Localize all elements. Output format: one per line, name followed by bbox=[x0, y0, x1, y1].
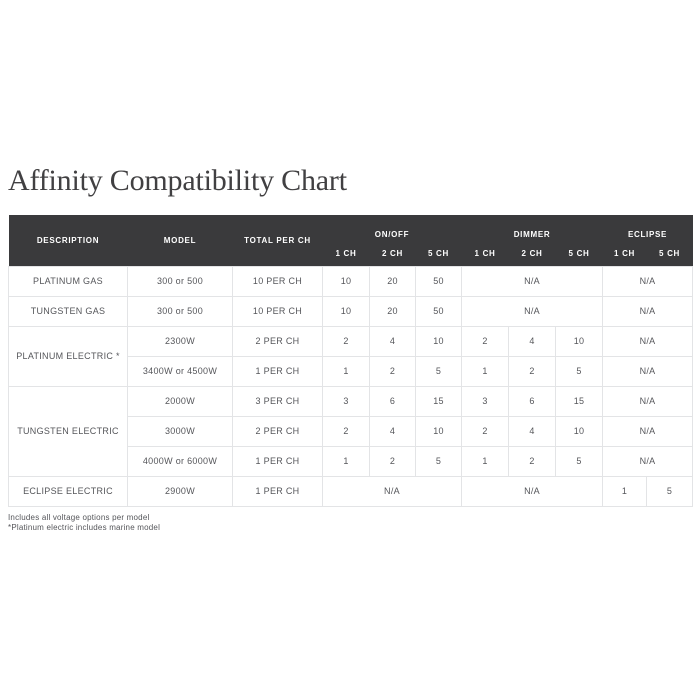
cell-eclipse-na: N/A bbox=[603, 266, 693, 296]
header-cell-total-per-ch: TOTAL PER CH bbox=[233, 215, 323, 266]
header-group-row bbox=[9, 215, 693, 241]
cell-model: 4000W or 6000W bbox=[128, 446, 233, 476]
table-row-tungsten-electric-2000w bbox=[9, 386, 693, 416]
cell-onoff-2ch: 20 bbox=[370, 266, 416, 296]
cell-onoff-1ch: 3 bbox=[323, 386, 370, 416]
cell-description: PLATINUM GAS bbox=[9, 266, 128, 296]
cell-eclipse-1ch: 1 bbox=[603, 476, 647, 506]
cell-dimmer-2ch: 6 bbox=[509, 386, 556, 416]
header-cell-dimmer-5ch: 5 CH bbox=[556, 241, 603, 266]
cell-dimmer-2ch: 4 bbox=[509, 416, 556, 446]
cell-model: 2000W bbox=[128, 386, 233, 416]
cell-model: 3400W or 4500W bbox=[128, 356, 233, 386]
table-row-platinum-electric-2300w bbox=[9, 326, 693, 356]
footnote-platinum-marine: *Platinum electric includes marine model bbox=[8, 523, 161, 532]
compatibility-table bbox=[8, 215, 692, 507]
cell-model: 300 or 500 bbox=[128, 296, 233, 326]
header-cell-onoff-2ch: 2 CH bbox=[370, 241, 416, 266]
cell-model: 2900W bbox=[128, 476, 233, 506]
cell-onoff-2ch: 6 bbox=[370, 386, 416, 416]
cell-dimmer-na: N/A bbox=[462, 266, 603, 296]
cell-onoff-2ch: 2 bbox=[370, 356, 416, 386]
header-cell-eclipse-5ch: 5 CH bbox=[647, 241, 693, 266]
cell-total-per-ch: 10 PER CH bbox=[233, 296, 323, 326]
cell-model: 3000W bbox=[128, 416, 233, 446]
cell-onoff-5ch: 15 bbox=[416, 386, 462, 416]
header-group-eclipse: ECLIPSE bbox=[603, 215, 693, 241]
cell-onoff-1ch: 1 bbox=[323, 446, 370, 476]
cell-onoff-2ch: 2 bbox=[370, 446, 416, 476]
header-cell-eclipse-1ch: 1 CH bbox=[603, 241, 647, 266]
cell-total-per-ch: 3 PER CH bbox=[233, 386, 323, 416]
cell-total-per-ch: 1 PER CH bbox=[233, 356, 323, 386]
cell-dimmer-1ch: 3 bbox=[462, 386, 509, 416]
cell-eclipse-na: N/A bbox=[603, 446, 693, 476]
cell-eclipse-5ch: 5 bbox=[647, 476, 693, 506]
cell-dimmer-1ch: 1 bbox=[462, 356, 509, 386]
cell-dimmer-5ch: 5 bbox=[556, 356, 603, 386]
cell-onoff-5ch: 50 bbox=[416, 266, 462, 296]
page-title: Affinity Compatibility Chart bbox=[8, 164, 347, 197]
cell-eclipse-na: N/A bbox=[603, 386, 693, 416]
cell-eclipse-na: N/A bbox=[603, 356, 693, 386]
header-cell-dimmer-2ch: 2 CH bbox=[509, 241, 556, 266]
cell-dimmer-1ch: 2 bbox=[462, 326, 509, 356]
cell-total-per-ch: 1 PER CH bbox=[233, 476, 323, 506]
cell-dimmer-5ch: 10 bbox=[556, 326, 603, 356]
cell-onoff-2ch: 4 bbox=[370, 326, 416, 356]
cell-onoff-5ch: 10 bbox=[416, 416, 462, 446]
cell-dimmer-2ch: 2 bbox=[509, 356, 556, 386]
header-cell-onoff-5ch: 5 CH bbox=[416, 241, 462, 266]
cell-onoff-1ch: 10 bbox=[323, 266, 370, 296]
table-header bbox=[9, 215, 693, 266]
header-group-dimmer: DIMMER bbox=[462, 215, 603, 241]
header-cell-onoff-1ch: 1 CH bbox=[323, 241, 370, 266]
cell-onoff-1ch: 2 bbox=[323, 326, 370, 356]
header-cell-dimmer-1ch: 1 CH bbox=[462, 241, 509, 266]
cell-dimmer-5ch: 10 bbox=[556, 416, 603, 446]
header-cell-model: MODEL bbox=[128, 215, 233, 266]
compatibility-chart-table bbox=[8, 215, 693, 507]
cell-onoff-5ch: 50 bbox=[416, 296, 462, 326]
cell-eclipse-na: N/A bbox=[603, 296, 693, 326]
cell-model: 300 or 500 bbox=[128, 266, 233, 296]
cell-dimmer-na: N/A bbox=[462, 476, 603, 506]
cell-model: 2300W bbox=[128, 326, 233, 356]
cell-dimmer-5ch: 5 bbox=[556, 446, 603, 476]
cell-onoff-5ch: 10 bbox=[416, 326, 462, 356]
table-row-tungsten-gas bbox=[9, 296, 693, 326]
cell-onoff-1ch: 2 bbox=[323, 416, 370, 446]
cell-dimmer-na: N/A bbox=[462, 296, 603, 326]
cell-description: TUNGSTEN ELECTRIC bbox=[9, 386, 128, 476]
cell-description: ECLIPSE ELECTRIC bbox=[9, 476, 128, 506]
cell-dimmer-1ch: 2 bbox=[462, 416, 509, 446]
cell-eclipse-na: N/A bbox=[603, 416, 693, 446]
cell-description: PLATINUM ELECTRIC * bbox=[9, 326, 128, 386]
cell-dimmer-5ch: 15 bbox=[556, 386, 603, 416]
cell-onoff-5ch: 5 bbox=[416, 356, 462, 386]
cell-onoff-2ch: 20 bbox=[370, 296, 416, 326]
footnotes bbox=[8, 513, 160, 533]
cell-dimmer-2ch: 4 bbox=[509, 326, 556, 356]
cell-eclipse-na: N/A bbox=[603, 326, 693, 356]
header-group-on-off: ON/OFF bbox=[323, 215, 462, 241]
cell-onoff-na: N/A bbox=[323, 476, 462, 506]
cell-total-per-ch: 2 PER CH bbox=[233, 326, 323, 356]
cell-dimmer-1ch: 1 bbox=[462, 446, 509, 476]
cell-onoff-5ch: 5 bbox=[416, 446, 462, 476]
cell-onoff-1ch: 1 bbox=[323, 356, 370, 386]
cell-description: TUNGSTEN GAS bbox=[9, 296, 128, 326]
table-row-eclipse-electric bbox=[9, 476, 693, 506]
header-cell-description: DESCRIPTION bbox=[9, 215, 128, 266]
table-row-platinum-gas bbox=[9, 266, 693, 296]
footnote-voltage: Includes all voltage options per model bbox=[8, 513, 150, 522]
cell-onoff-2ch: 4 bbox=[370, 416, 416, 446]
cell-total-per-ch: 10 PER CH bbox=[233, 266, 323, 296]
cell-total-per-ch: 2 PER CH bbox=[233, 416, 323, 446]
cell-dimmer-2ch: 2 bbox=[509, 446, 556, 476]
cell-total-per-ch: 1 PER CH bbox=[233, 446, 323, 476]
cell-onoff-1ch: 10 bbox=[323, 296, 370, 326]
